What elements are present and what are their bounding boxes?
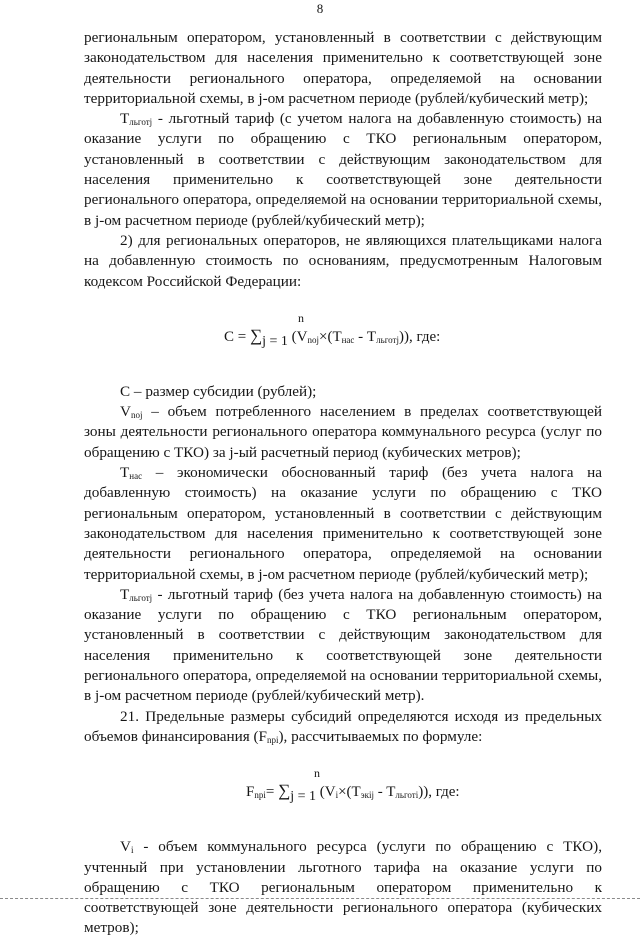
sum-lower-limit: j = 1 — [290, 789, 316, 805]
definition-c: C – размер субсидии (рублей); — [120, 382, 317, 400]
formula-subsidy: n C = ∑j = 1 $(V_{noj}\times(T_{нас} - T_{льготj}))$, где: — [84, 308, 602, 362]
definition-v-i: $V_i$ - объем коммунального ресурса (услуги по обращению с ТКО), учтенный при установлении льготного тарифа на оказание услуги по обращению с ТКО региональным оператором применительно к соответствующей зоне деятельности регионального оператора (кубических метров); — [84, 838, 602, 937]
definition-v-noj: $V_{noj}$ – объем потребленного населением в пределах соответствующей зоны деятельности регионального оператора коммунального ресурса (услуг по обращению с ТКО) за j-ый расчетный период (кубических метров); — [84, 403, 602, 461]
page-number: 8 — [316, 1, 324, 16]
document-body — [84, 28, 602, 939]
paragraph-continuation: региональным оператором, установленный в соответствии с действующим законодательством для населения применительно к соответствующей зоне деятельности регионального оператора, определяемой на основании территориальной схемы, в j-ом расчетном периоде (рублей/кубический метр); — [84, 29, 602, 107]
page-bottom-rule — [0, 898, 640, 899]
definition-t-lgot-with-vat: $T_{льготj}$ - льготный тариф (с учетом налога на добавленную стоимость) на оказание услуги по обращению с ТКО региональным оператором, установленный в соответствии с действующим законодательством для населения применительно к соответствующей зоне деятельности регионального оператора, определяемой на основании территориальной схемы, в j-ом расчетном периоде (рублей/кубический метр); — [84, 110, 602, 229]
definition-t-nas: $T_{нас}$ – экономически обоснованный тариф (без учета налога на добавленную стоимость) на оказание услуги по обращению с ТКО региональным оператором, установленный в соответствии с действующим законодательством для населения применительно к соответствующей зоне деятельности регионального оператора, определяемой на основании территориальной схемы, в j-ом расчетном периоде (рублей/кубический метр); — [84, 464, 602, 583]
sum-upper-limit: n — [298, 310, 304, 325]
sum-lower-limit: j = 1 — [262, 333, 288, 349]
definition-t-lgot-without-vat: $T_{льготj}$ - льготный тариф (без учета налога на добавленную стоимость) на оказание услуги по обращению с ТКО региональным оператором, установленный в соответствии с действующим законодательством для населения применительно к соответствующей зоне деятельности регионального оператора, определяемой на основании территориальной схемы, в j-ом расчетном периоде (рублей/кубический метр). — [84, 585, 602, 705]
sum-sign: ∑ — [249, 325, 263, 345]
paragraph-item-2: 2) для региональных операторов, не являющихся плательщиками налога на добавленную стоимость по основаниям, предусмотренным Налоговым кодексом Российской Федерации: — [84, 231, 602, 290]
sum-sign: ∑ — [278, 781, 291, 801]
formula-financing-limit: n $F_{npi}= \sum j = 1$ $(V_i\times(T_{экij} - T_{льготi}))$, где: — [84, 763, 602, 817]
sum-upper-limit: n — [314, 766, 320, 781]
paragraph-21: 21. Предельные размеры субсидий определяются исходя из предельных объемов финансирования $(F_{npi})$, рассчитываемых по формуле: — [84, 707, 602, 745]
